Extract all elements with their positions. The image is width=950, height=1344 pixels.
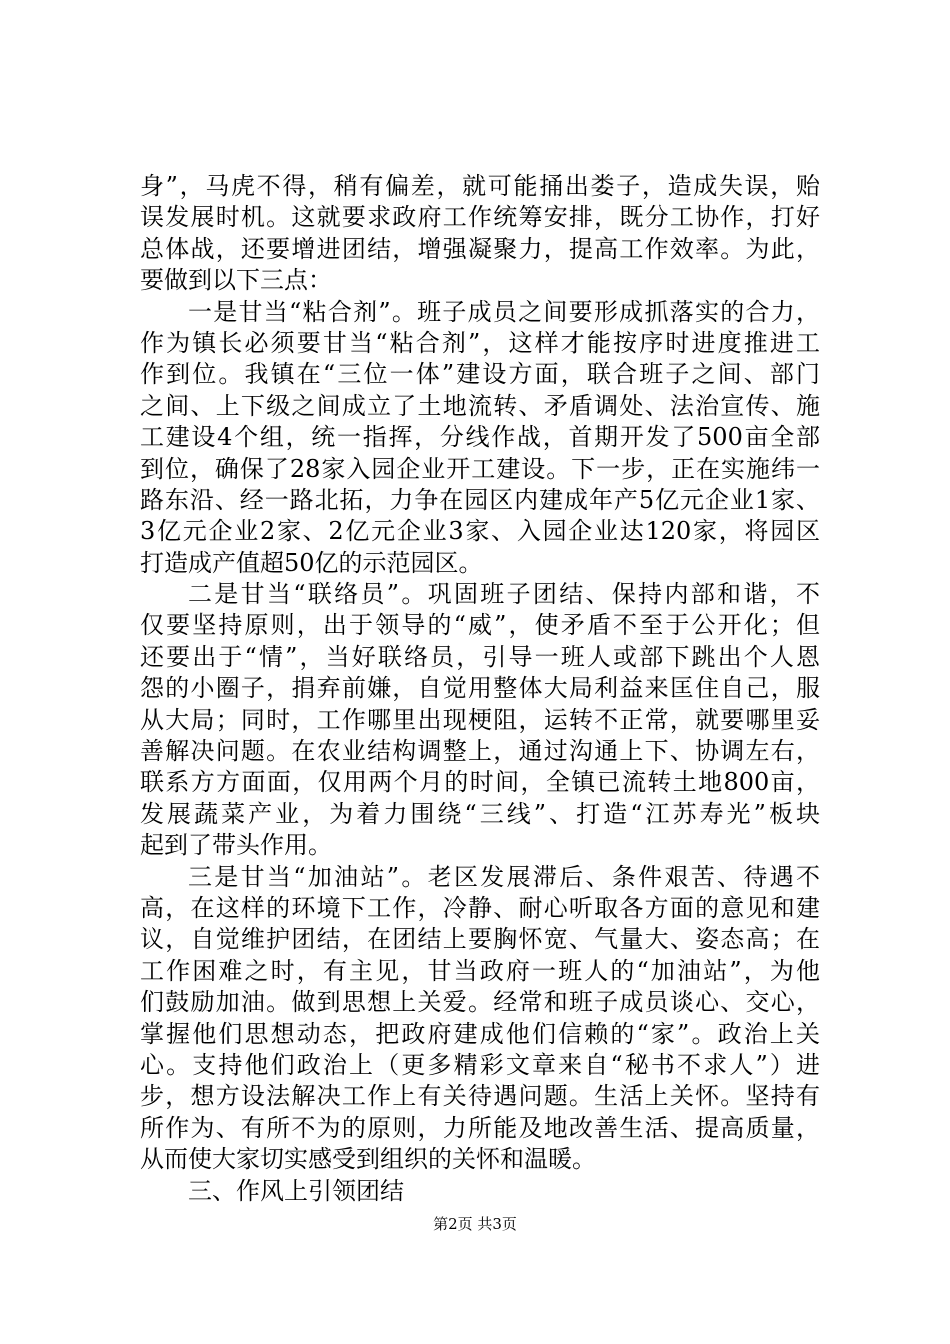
text-line: 之间、上下级之间成立了土地流转、矛盾调处、法治宣传、施 (140, 391, 820, 420)
text-line: 们鼓励加油。做到思想上关爱。经常和班子成员谈心、交心， (140, 988, 820, 1017)
text-line: 三是甘当“加油站”。老区发展滞后、条件艰苦、待遇不 (188, 862, 820, 891)
text-line: 3亿元企业2家、2亿元企业3家、入园企业达120家，将园区 (140, 517, 820, 546)
text-line: 作到位。我镇在“三位一体”建设方面，联合班子之间、部门 (140, 360, 820, 389)
page-footer: 第2页 共3页 (433, 1215, 517, 1233)
text-line: 三、作风上引领团结 (188, 1176, 404, 1205)
text-line: 掌握他们思想动态，把政府建成他们信赖的“家”。政治上关 (140, 1019, 820, 1048)
text-line: 仅要坚持原则，出于领导的“威”，使矛盾不至于公开化；但 (140, 611, 820, 640)
text-line: 工作困难之时，有主见，甘当政府一班人的“加油站”，为他 (140, 956, 820, 985)
text-line: 从大局；同时，工作哪里出现梗阻，运转不正常，就要哪里妥 (140, 705, 820, 734)
text-line: 议，自觉维护团结，在团结上要胸怀宽、气量大、姿态高；在 (140, 925, 820, 954)
text-line: 二是甘当“联络员”。巩固班子团结、保持内部和谐，不 (188, 580, 820, 609)
text-line: 联系方方面面，仅用两个月的时间，全镇已流转土地800亩， (140, 768, 820, 797)
text-line: 作为镇长必须要甘当“粘合剂”，这样才能按序时进度推进工 (140, 328, 820, 357)
text-line: 怨的小圈子，捐弃前嫌，自觉用整体大局利益来匡住自己，服 (140, 674, 820, 703)
text-line: 还要出于“情”，当好联络员，引导一班人或部下跳出个人恩 (140, 642, 820, 671)
text-line: 心。支持他们政治上（更多精彩文章来自“秘书不求人”）进 (140, 1050, 820, 1079)
text-line: 一是甘当“粘合剂”。班子成员之间要形成抓落实的合力， (188, 297, 820, 326)
text-line: 要做到以下三点： (140, 266, 332, 295)
text-line: 步，想方设法解决工作上有关待遇问题。生活上关怀。坚持有 (140, 1082, 820, 1111)
text-line: 总体战，还要增进团结，增强凝聚力，提高工作效率。为此， (140, 234, 820, 263)
text-line: 打造成产值超50亿的示范园区。 (140, 548, 483, 577)
text-line: 工建设4个组，统一指挥，分线作战，首期开发了500亩全部 (140, 423, 820, 452)
text-line: 高，在这样的环境下工作，冷静、耐心听取各方面的意见和建 (140, 893, 820, 922)
text-line: 善解决问题。在农业结构调整上，通过沟通上下、协调左右， (140, 737, 820, 766)
text-line: 发展蔬菜产业，为着力围绕“三线”、打造“江苏寿光”板块 (140, 799, 820, 828)
text-line: 从而使大家切实感受到组织的关怀和温暖。 (140, 1145, 596, 1174)
text-line: 所作为、有所不为的原则，力所能及地改善生活、提高质量， (140, 1113, 820, 1142)
text-line: 起到了带头作用。 (140, 831, 332, 860)
document-body (140, 171, 820, 1207)
text-line: 身”，马虎不得，稍有偏差，就可能捅出娄子，造成失误，贻 (140, 172, 820, 200)
text-line: 到位，确保了28家入园企业开工建设。下一步，正在实施纬一 (140, 454, 820, 483)
text-line: 误发展时机。这就要求政府工作统筹安排，既分工协作，打好 (140, 203, 820, 232)
text-line: 路东沿、经一路北拓，力争在园区内建成年产5亿元企业1家、 (140, 485, 820, 514)
